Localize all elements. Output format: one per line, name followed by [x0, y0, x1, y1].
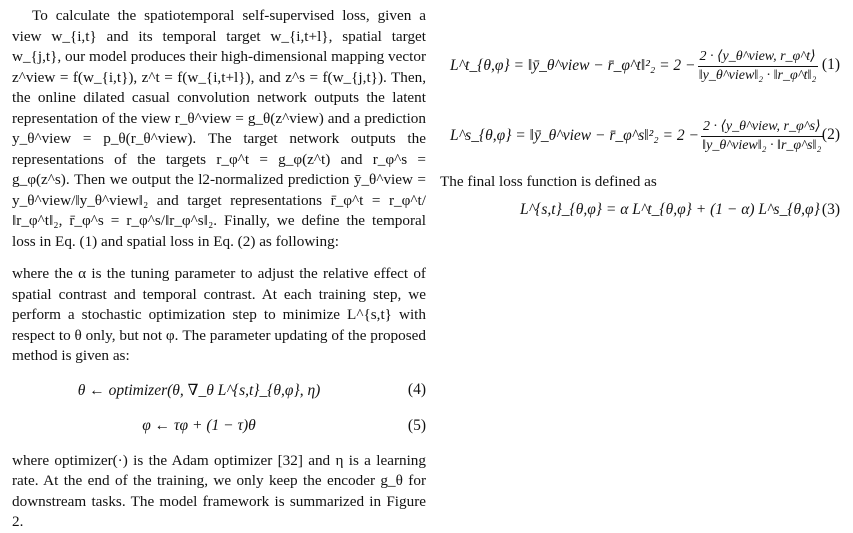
equation-5 [12, 415, 426, 439]
right-column [440, 6, 840, 227]
equation-2-lhs: L^s_{θ,φ} = ‖ȳ_θ^view − r̄_φ^s‖²₂ = 2 − [450, 127, 699, 144]
equation-4-number: (4) [407, 380, 426, 398]
equation-1-number: (1) [821, 56, 840, 73]
equation-2 [440, 112, 840, 160]
equation-4 [12, 379, 426, 403]
equation-5-number: (5) [407, 416, 426, 434]
equation-5-expr: φ ← τφ + (1 − τ)θ [142, 416, 256, 434]
equation-1-lhs: L^t_{θ,φ} = ‖ȳ_θ^view − r̄_φ^t‖²₂ = 2 − [450, 57, 696, 74]
equation-2-numerator: 2 · ⟨y_θ^view, r_φ^s⟩ [701, 118, 823, 137]
equation-2-denominator: ‖y_θ^view‖₂ · ‖r_φ^s‖₂ [702, 138, 822, 153]
left-column [12, 6, 426, 533]
equation-2-number: (2) [821, 126, 840, 143]
equation-3 [440, 201, 840, 227]
equation-1 [440, 42, 840, 90]
final-loss-text: The final loss function is defined as [440, 173, 657, 190]
equation-1-denominator: ‖y_θ^view‖₂ · ‖r_φ^t‖₂ [698, 68, 817, 83]
equation-2-fraction [701, 118, 823, 154]
equation-1-numerator: 2 · ⟨y_θ^view, r_φ^t⟩ [698, 48, 818, 67]
equation-3-expr: L^{s,t}_{θ,φ} = α L^t_{θ,φ} + (1 − α) L^s_{θ,φ} [520, 200, 820, 218]
equation-3-number: (3) [821, 200, 840, 218]
equation-1-fraction [698, 48, 818, 84]
paragraph-alpha: where the α is the tuning parameter to adjust the relative effect of spatial contrast and temporal contrast. At each training step, we perform a stochastic optimization step to minimize L^{s,t} with respect to θ only, but not φ. The parameter updating of the proposed method is given as: [12, 265, 426, 364]
paragraph-method: To calculate the spatiotemporal self-supervised loss, given a view w_{i,t} and its temporal target w_{i,t+l}, spatial target w_{j,t}, our model produces their high-dimensional mapping vector z^view = f(w_{i,t}), z^t = f(w_{i,t+l}), and z^s = f(w_{j,t}). Then, the online dilated casual convolution network outputs the latent representation of the view r_θ^view = g_θ(z^view) and a prediction y_θ^view = p_θ(r_θ^view). The target network outputs the representations of the targets r_φ^t = g_φ(z^t) and r_φ^s = g_φ(z^s). Then we output the l2-normalized prediction ȳ_θ^view = y_θ^view/‖y_θ^view‖₂ and target representations r̄_φ^t = r_φ^t/‖r_φ^t‖₂, r̄_φ^s = r_φ^s/‖r_φ^s‖₂. Finally, we define the temporal loss in Eq. (1) and spatial loss in Eq. (2) as following: [12, 7, 427, 250]
paragraph-optimizer: where optimizer(·) is the Adam optimizer [32] and η is a learning rate. At the end of the training, we only keep the encoder g_θ for downstream tasks. The model framework is summarized in Figure 2. [12, 451, 426, 530]
equation-4-expr: θ ← optimizer(θ, ∇_θ L^{s,t}_{θ,φ}, η) [77, 381, 321, 399]
